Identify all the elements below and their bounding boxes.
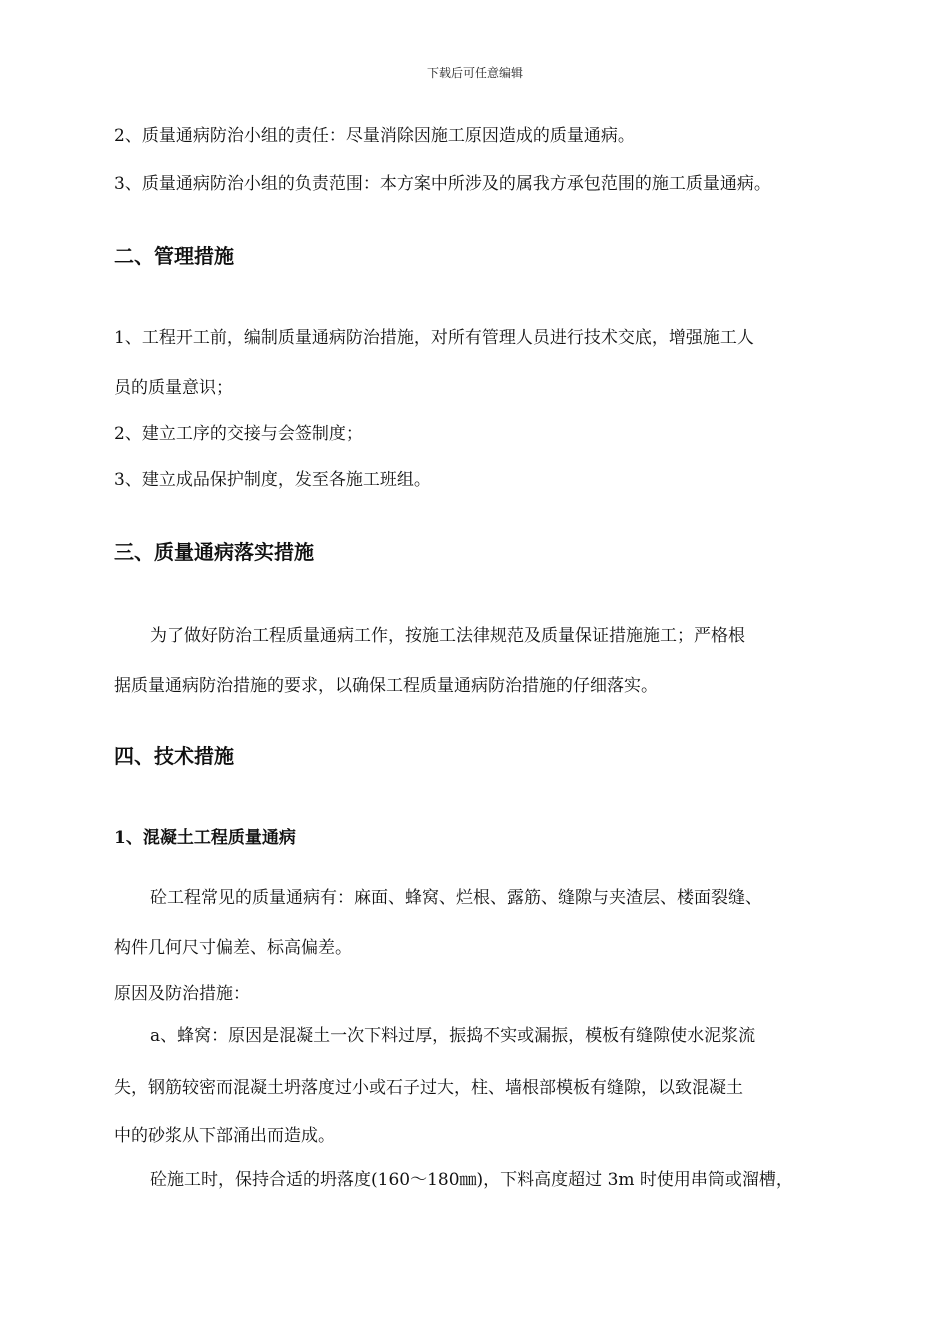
paragraph-line: 为了做好防治工程质量通病工作，按施工法律规范及质量保证措施施工；严格根	[150, 626, 745, 646]
paragraph-line: 失，钢筋较密而混凝土坍落度过小或石子过大，柱、墙根部模板有缝隙，以致混凝土	[114, 1078, 743, 1098]
page-header-note: 下载后可任意编辑	[426, 66, 523, 80]
paragraph-line: a、蜂窝：原因是混凝土一次下料过厚，振捣不实或漏振，模板有缝隙使水泥浆流	[150, 1026, 756, 1046]
section-heading-management: 二、管理措施	[114, 244, 234, 268]
paragraph-line: 据质量通病防治措施的要求，以确保工程质量通病防治措施的仔细落实。	[114, 676, 658, 696]
paragraph-line: 原因及防治措施：	[114, 984, 250, 1004]
paragraph-line: 砼工程常见的质量通病有：麻面、蜂窝、烂根、露筋、缝隙与夹渣层、楼面裂缝、	[150, 888, 762, 908]
section-heading-implementation: 三、质量通病落实措施	[114, 540, 314, 564]
paragraph-line: 中的砂浆从下部涌出而造成。	[114, 1126, 335, 1146]
subsection-heading-concrete: 1、混凝土工程质量通病	[114, 828, 296, 848]
paragraph-line: 构件几何尺寸偏差、标高偏差。	[114, 938, 352, 958]
paragraph-line: 3、建立成品保护制度，发至各施工班组。	[114, 470, 431, 490]
paragraph-line: 3、质量通病防治小组的负责范围：本方案中所涉及的属我方承包范围的施工质量通病。	[114, 174, 771, 194]
section-heading-technical: 四、技术措施	[114, 744, 234, 768]
paragraph-line: 砼施工时，保持合适的坍落度(160～180㎜)，下料高度超过 3m 时使用串筒或溜槽，	[150, 1170, 793, 1190]
paragraph-line: 2、质量通病防治小组的责任：尽量消除因施工原因造成的质量通病。	[114, 126, 635, 146]
paragraph-line: 员的质量意识；	[114, 378, 233, 398]
paragraph-line: 2、建立工序的交接与会签制度；	[114, 424, 363, 444]
paragraph-line: 1、工程开工前，编制质量通病防治措施，对所有管理人员进行技术交底，增强施工人	[114, 328, 754, 348]
